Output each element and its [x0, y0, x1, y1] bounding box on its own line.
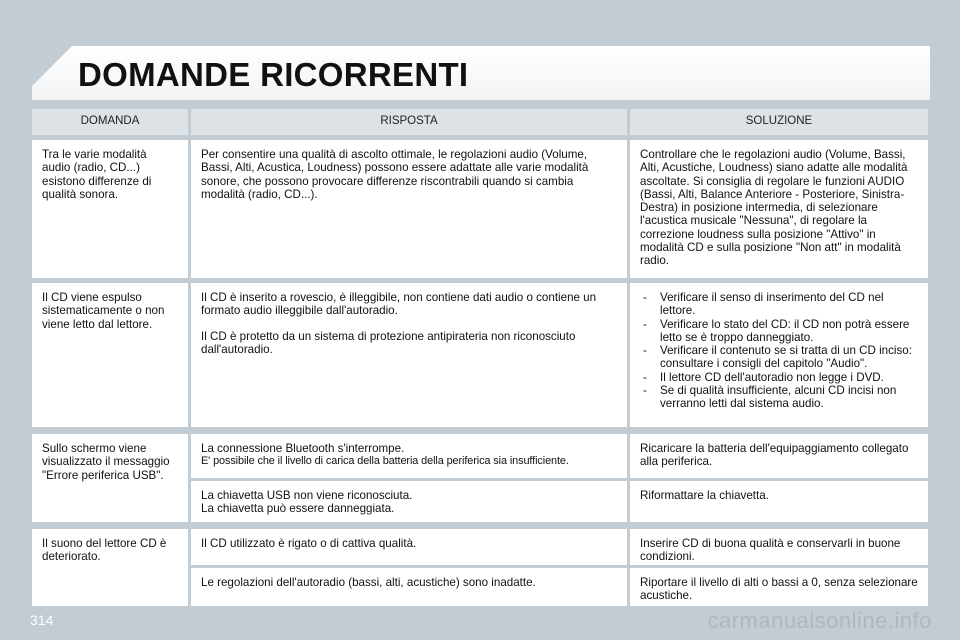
row3b-risposta: [191, 481, 627, 522]
row2-risposta: [191, 283, 627, 427]
row3-domanda: Sullo schermo viene visualizzato il messaggio "Errore periferica USB".: [32, 434, 188, 522]
row1-soluzione: Controllare che le regolazioni audio (Volume, Bassi, Alti, Acustiche, Loudness) siano adatte alle modalità ascoltate. Si consiglia di regolare le funzioni AUDIO (Bassi, Alti, Balance Anteriore - Posteriore, Sinistra-Destra) in posizione intermedia, di selezionare l'acustica musicale "Nessuna", di regolare la correzione loudness sulla posizione "Attivo" in modalità CD e sulla posizione "Non att" in modalità radio.: [630, 140, 928, 278]
page-number: 314: [30, 612, 54, 628]
row4b-soluzione: Riportare il livello di alti o bassi a 0, senza selezionare acustiche.: [630, 568, 928, 606]
row3a-soluzione: Ricaricare la batteria dell'equipaggiamento collegato alla periferica.: [630, 434, 928, 478]
watermark: carmanualsonline.info: [707, 608, 932, 633]
page-title: DOMANDE RICORRENTI: [78, 56, 469, 93]
row2-risposta-p1: Il CD è inserito a rovescio, è illeggibile, non contiene dati audio o contiene un formato audio illeggibile dall'autoradio.: [201, 291, 597, 318]
row2-soluzione-list: [640, 291, 918, 411]
row2-domanda: Il CD viene espulso sistematicamente o non viene letto dal lettore.: [32, 283, 188, 427]
list-item: - Il lettore CD dell'autoradio non legge i DVD.: [640, 371, 918, 384]
row2-soluzione: [630, 283, 928, 427]
header-soluzione: SOLUZIONE: [630, 109, 928, 135]
row3a-risposta: [191, 434, 627, 478]
list-item: - Verificare lo stato del CD: il CD non potrà essere letto se è troppo danneggiato.: [640, 318, 918, 345]
header-risposta: RISPOSTA: [191, 109, 627, 135]
row4-domanda: Il suono del lettore CD è deteriorato.: [32, 529, 188, 606]
row4b-risposta: Le regolazioni dell'autoradio (bassi, alti, acustiche) sono inadatte.: [191, 568, 627, 606]
list-item: - Se di qualità insufficiente, alcuni CD incisi non verranno letti dal sistema audio.: [640, 384, 918, 411]
row1-domanda: Tra le varie modalità audio (radio, CD...) esistono differenze di qualità sonora.: [32, 140, 188, 278]
row1-risposta: Per consentire una qualità di ascolto ottimale, le regolazioni audio (Volume, Bassi, Alti, Acustica, Loudness) possono essere adattate alle varie modalità sonore, che possono provocare differenze riscontrabili quando si cambia modalità (radio, CD...).: [191, 140, 627, 278]
list-item: - Verificare il senso di inserimento del CD nel lettore.: [640, 291, 918, 318]
row3a-risposta-line1: La connessione Bluetooth s'interrompe.: [201, 442, 405, 455]
row2-risposta-p2: Il CD è protetto da un sistema di protezione antipirateria non riconosciuto dall'autoradio.: [201, 329, 576, 356]
list-item: - Verificare il contenuto se si tratta di un CD inciso: consultare i consigli del capitolo "Audio".: [640, 344, 918, 371]
row3b-risposta-line1: La chiavetta USB non viene riconosciuta.: [201, 489, 413, 502]
row3b-risposta-line2: La chiavetta può essere danneggiata.: [201, 502, 395, 516]
row3a-risposta-line2: E' possibile che il livello di carica della batteria della periferica sia insufficiente.: [201, 455, 569, 468]
row3b-soluzione: Riformattare la chiavetta.: [630, 481, 928, 522]
row4a-risposta: Il CD utilizzato è rigato o di cattiva qualità.: [191, 529, 627, 565]
header-domanda: DOMANDA: [32, 109, 188, 135]
row4a-soluzione: Inserire CD di buona qualità e conservarli in buone condizioni.: [630, 529, 928, 565]
